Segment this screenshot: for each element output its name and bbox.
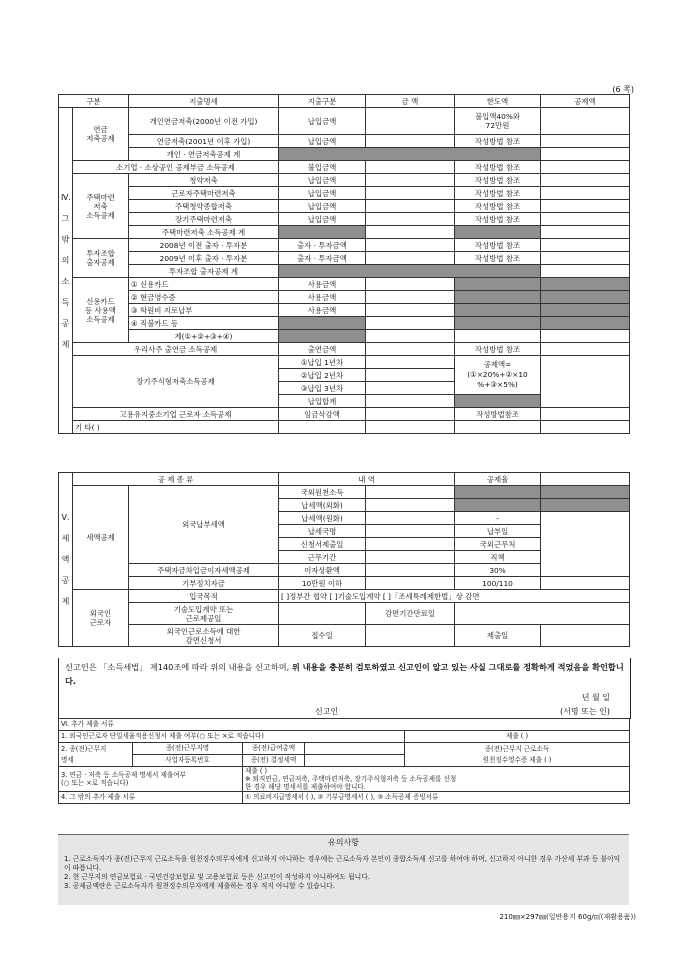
housing-row-limit: 작성방법 참조 [455, 174, 541, 187]
ltsf-row-label: ②납입 2년차 [279, 369, 366, 382]
small-biz-type: 불입금액 [279, 161, 366, 174]
limit-input[interactable] [455, 421, 541, 434]
foreign-row-label: 납세액(원화) [279, 512, 366, 525]
shaded-cell [541, 291, 630, 304]
small-biz-limit: 작성방법 참조 [455, 161, 541, 174]
table-header [59, 95, 630, 108]
docs-row2-label: 2. 종(전)근무지 명세 [59, 743, 133, 767]
prev-receipt-submit[interactable]: 종(전)근무지 근로소득 원천징수영수증 제출 ( ) [405, 743, 630, 767]
housing-interest-type: 이자상환액 [279, 564, 366, 577]
prev-salary-input[interactable] [305, 743, 405, 755]
card-row-label: ④ 직불카드 등 [129, 317, 279, 330]
foreign-row-label: 신청서제출일 [279, 538, 366, 551]
deduction-input[interactable] [541, 356, 630, 408]
tech-contract-label: 기술도입계약 또는 근로제공일 [129, 603, 279, 625]
sec5-head-type: 공 제 종 류 [73, 473, 279, 486]
deduction-input[interactable] [541, 213, 630, 226]
shaded-cell [279, 317, 366, 330]
foreign-row-right: 납부일 [455, 525, 541, 538]
amount-input[interactable] [366, 108, 455, 135]
credit-input[interactable] [541, 512, 630, 577]
housing-interest-rate: 30% [455, 564, 541, 577]
invest-row-limit: 작성방법 참조 [455, 252, 541, 265]
employment-type: 임금삭감액 [279, 408, 366, 421]
amount-input[interactable] [366, 356, 455, 369]
amount-input[interactable] [366, 408, 455, 421]
deduction-input[interactable] [541, 343, 630, 356]
ltsf-label: 장기주식형저축소득공제 [73, 356, 279, 408]
political-type: 10만원 이하 [279, 577, 366, 590]
shaded-cell [541, 317, 630, 330]
deduction-input[interactable] [541, 161, 630, 174]
housing-total-label: 주택마련저축 소득공제 계 [129, 226, 279, 239]
other-type[interactable] [279, 421, 366, 434]
housing-row-type: 납입금액 [279, 187, 366, 200]
amount-input[interactable] [366, 304, 455, 317]
notice-list [64, 855, 624, 891]
amount-input[interactable] [366, 161, 455, 174]
tech-contract-input[interactable] [279, 603, 366, 625]
ltsf-row-label: ①납입 1년차 [279, 356, 366, 369]
amount-input[interactable] [366, 226, 455, 239]
deduction-input[interactable] [541, 330, 630, 343]
employment-label: 고용유지중소기업 근로자 소득공제 [73, 408, 279, 421]
foreign-row-right: - [455, 512, 541, 525]
foreign-row-label: 납세국명 [279, 525, 366, 538]
shaded-cell [455, 317, 541, 330]
section4-title: Ⅳ. 그 밖 의 소 득 공 제 [59, 108, 73, 434]
deduction-input[interactable] [541, 108, 630, 135]
ltsf-limit: 공제액= (①×20%+②×10 %+③×5%) [455, 356, 541, 395]
deduction-table [58, 94, 630, 434]
pension-total-label: 개인 · 연금저축공제 계 [129, 148, 279, 161]
tax-credit-group-label: 세액공제 [73, 486, 129, 590]
exempt-app-label: 외국인근로소득에 대한 감면신청서 [129, 625, 279, 647]
notice-item: 2. 현 근무지의 연금보험료 · 국민건강보험료 및 고용보험료 등은 신고인이 작성하지 아니하여도 됩니다. [64, 873, 370, 881]
page-number: (6 쪽) [612, 85, 634, 94]
foreign-row-right: 국외근무처 [455, 538, 541, 551]
amount-input[interactable] [366, 369, 455, 382]
limit-input[interactable] [455, 330, 541, 343]
esop-label: 우리사주 출연금 소득공제 [73, 343, 279, 356]
deduction-input[interactable] [541, 135, 630, 148]
amount-input[interactable] [366, 187, 455, 200]
housing-row-type: 납입금액 [279, 200, 366, 213]
header-category: 구분 [59, 95, 129, 108]
shaded-cell [279, 265, 541, 278]
declaration-date[interactable]: 년 월 일 [581, 693, 610, 702]
docs-row1-submit[interactable]: 제출 ( ) [405, 731, 630, 743]
prev-employer-name: 종(전)근무지명 [133, 743, 243, 755]
ltsf-row-label: 납입합계 [279, 395, 366, 408]
header-deduction: 공제액 [541, 95, 630, 108]
foreign-row-label: 납세액(외화) [279, 499, 366, 512]
exempt-end-label: 감면기간만료일 [366, 603, 455, 625]
invest-row-label: 2008년 이전 출자 · 투자분 [129, 239, 279, 252]
shaded-cell [541, 278, 630, 291]
card-total-label: 계(①+②+③+④) [129, 330, 279, 343]
invest-row-label: 2009년 이후 출자 · 투자분 [129, 252, 279, 265]
shaded-cell [541, 304, 630, 317]
submit-date-input[interactable] [541, 625, 630, 647]
ltsf-row-label: ③납입 3년차 [279, 382, 366, 395]
shaded-cell [541, 499, 630, 512]
shaded-cell [541, 486, 630, 499]
amount-input[interactable] [366, 343, 455, 356]
detail-input[interactable] [366, 564, 455, 577]
invest-total-label: 투자조합 출자공제 계 [129, 265, 279, 278]
political-rate: 100/110 [455, 577, 541, 590]
detail-input[interactable] [366, 525, 455, 538]
received-date-input[interactable] [366, 625, 455, 647]
card-group-label: 신용카드 등 사용액 소득공제 [73, 278, 129, 343]
prev-salary: 종(전)급여총액 [243, 743, 305, 755]
deduction-input[interactable] [541, 187, 630, 200]
deduction-input[interactable] [541, 226, 630, 239]
amount-input[interactable] [366, 213, 455, 226]
deduction-input[interactable] [541, 421, 630, 434]
invest-row-type: 출자 · 투자금액 [279, 252, 366, 265]
card-row-label: ② 현금영수증 [129, 291, 279, 304]
pension-row-label: 개인연금저축(2000년 이전 가입) [129, 108, 279, 135]
amount-input[interactable] [366, 174, 455, 187]
pension-row-type: 납입금액 [279, 135, 366, 148]
detail-input[interactable] [366, 512, 455, 525]
declaration-text: 신고인은 「소득세법」 제140조에 따라 위의 내용을 신고하며, [65, 662, 292, 672]
pension-row-limit: 불입액40%와 72만원 [455, 108, 541, 135]
tax-credit-table [58, 472, 630, 647]
amount-input[interactable] [366, 239, 455, 252]
section5-title: Ⅴ. 세 액 공 제 [59, 473, 73, 647]
shaded-cell [455, 499, 541, 512]
housing-row-label: 장기주택마련저축 [129, 213, 279, 226]
political-label: 기부정치자금 [129, 577, 279, 590]
detail-input[interactable] [366, 499, 455, 512]
shaded-cell [455, 226, 541, 239]
esop-limit: 작성방법 참조 [455, 343, 541, 356]
sec5-head-rate: 공제율 [455, 473, 541, 486]
deduction-input[interactable] [541, 200, 630, 213]
docs-row1: 1. 외국인근로자 단일세율적용신청서 제출 여부(○ 또는 ×로 적습니다) [59, 731, 405, 743]
section6-title: Ⅵ. 추가 제출 서류 [59, 719, 630, 731]
card-row-type: 사용금액 [279, 278, 366, 291]
other-label: 기 타( ) [73, 421, 279, 434]
shaded-cell [455, 304, 541, 317]
header-limit: 한도액 [455, 95, 541, 108]
housing-row-limit: 작성방법 참조 [455, 200, 541, 213]
amount-input[interactable] [366, 330, 455, 343]
sign-hint[interactable]: (서명 또는 인) [560, 707, 610, 716]
amount-input[interactable] [366, 135, 455, 148]
detail-input[interactable] [366, 538, 455, 551]
invest-row-limit: 작성방법 참조 [455, 239, 541, 252]
sec5-head-detail: 내 역 [279, 473, 455, 486]
declaration-bold: 위 내용을 충분히 검토하였고 신고인이 알고 있는 사실 그대로를 정확하게 적었음을 확인합니다. [65, 662, 624, 686]
additional-docs-table [58, 718, 630, 804]
entry-purpose-options[interactable]: [ ]정부간 협약 [ ]기술도입계약 [ ]「조세특례제한법」상 감면 [279, 590, 630, 603]
foreign-row-right: 직책 [455, 551, 541, 564]
deduction-input[interactable] [541, 408, 630, 421]
docs-row4-label: 4. 그 밖의 추가 제출 서류 [59, 792, 243, 804]
employment-limit: 작성방법참조 [455, 408, 541, 421]
housing-row-label: 청약저축 [129, 174, 279, 187]
header-type: 지출구분 [279, 95, 366, 108]
detail-input[interactable] [366, 486, 455, 499]
notice-item: 3. 공제금액란은 근로소득자가 원천징수의무자에게 제출하는 경우 적지 아니할 수 있습니다. [64, 882, 336, 890]
prev-tax: 종(전) 결정세액 [243, 755, 305, 767]
housing-row-limit: 작성방법 참조 [455, 187, 541, 200]
declaration [58, 658, 631, 719]
shaded-cell [455, 291, 541, 304]
amount-input[interactable] [366, 382, 455, 395]
shaded-cell [455, 486, 541, 499]
esop-type: 출연금액 [279, 343, 366, 356]
paper-spec: 210㎜×297㎜(일반용지 60g/㎡(재활용품)) [499, 913, 636, 921]
amount-input[interactable] [366, 200, 455, 213]
detail-input[interactable] [366, 577, 455, 590]
notice-box [58, 834, 629, 905]
foreign-row-label: 국외원천소득 [279, 486, 366, 499]
signer-label: 신고인 [315, 707, 339, 716]
notice-item: 1. 근로소득자가 종(전)근무지 근로소득을 원천징수의무자에게 신고하지 아니하는 경우에는 근로소득자 본인이 종합소득세 신고를 하여야 하며, 신고하지 아니한 경우 가산세 부과 등 불이익이 따릅니다. [64, 855, 621, 872]
shaded-cell [279, 148, 541, 161]
deduction-input[interactable] [541, 239, 630, 252]
housing-row-label: 주택청약종합저축 [129, 200, 279, 213]
housing-row-label: 근로자주택마련저축 [129, 187, 279, 200]
pension-row-limit: 작성방법 참조 [455, 135, 541, 148]
foreign-worker-label: 외국인 근로자 [73, 590, 129, 647]
housing-row-limit: 작성방법 참조 [455, 213, 541, 226]
deduction-input[interactable] [541, 148, 630, 161]
housing-row-type: 납입금액 [279, 174, 366, 187]
amount-input[interactable] [366, 252, 455, 265]
amount-input[interactable] [366, 291, 455, 304]
deduction-input[interactable] [541, 252, 630, 265]
credit-input[interactable] [541, 577, 630, 590]
foreign-row-label: 근무기간 [279, 551, 366, 564]
deduction-input[interactable] [541, 174, 630, 187]
deduction-input[interactable] [541, 265, 630, 278]
prev-biz-no: 사업자등록번호 [133, 755, 243, 767]
amount-input[interactable] [366, 317, 455, 330]
prev-tax-input[interactable] [305, 755, 405, 767]
amount-input[interactable] [366, 278, 455, 291]
shaded-cell [279, 226, 366, 239]
docs-row3-label: 3. 연금 · 저축 등 소득공제 명세서 제출여부 (○ 또는 ×로 적습니다) [59, 767, 243, 792]
header-amount: 금 액 [366, 95, 455, 108]
housing-row-type: 납입금액 [279, 213, 366, 226]
card-row-type: 사용금액 [279, 304, 366, 317]
housing-interest-label: 주택자금차입금이자세액공제 [129, 564, 279, 577]
submit-date-label: 제출일 [455, 625, 541, 647]
sec5-head-blank [541, 473, 630, 486]
small-biz-label: 소기업 · 소상공인 공제부금 소득공제 [73, 161, 279, 174]
foreign-tax-label: 외국납부세액 [129, 486, 279, 564]
shaded-cell [455, 395, 541, 408]
invest-group-label: 투자조합 출자공제 [73, 239, 129, 278]
pension-row-label: 연금저축(2001년 이후 가입) [129, 135, 279, 148]
pension-row-type: 납입금액 [279, 108, 366, 135]
detail-input[interactable] [366, 551, 455, 564]
shaded-cell [455, 278, 541, 291]
card-row-label: ③ 학원비 지로납부 [129, 304, 279, 317]
docs-row4-items[interactable]: ① 의료비지급명세서 ( ), ② 기부금명세서 ( ), ③ 소득공제 증빙서류 [243, 792, 630, 804]
docs-row3-note[interactable]: 제출 ( ) ※ 퇴직연금, 연금저축, 주택마련저축, 장기주식형저축 등 소득공제를 신청 한 경우 해당 명세서를 제출하여야 합니다. [243, 767, 630, 792]
amount-input[interactable] [366, 395, 455, 408]
card-row-type: 사용금액 [279, 291, 366, 304]
amount-input[interactable] [366, 421, 455, 434]
shaded-cell [279, 330, 366, 343]
header-details: 지출명세 [129, 95, 279, 108]
pension-group-label: 연금 저축공제 [73, 108, 129, 161]
entry-purpose-label: 입국목적 [129, 590, 279, 603]
exempt-end-input[interactable] [455, 603, 630, 625]
notice-title: 유의사항 [328, 838, 359, 847]
received-date-label: 접수일 [279, 625, 366, 647]
card-row-label: ① 신용카드 [129, 278, 279, 291]
invest-row-type: 출자 · 투자금액 [279, 239, 366, 252]
housing-group-label: 주택마련 저축 소득공제 [73, 174, 129, 239]
